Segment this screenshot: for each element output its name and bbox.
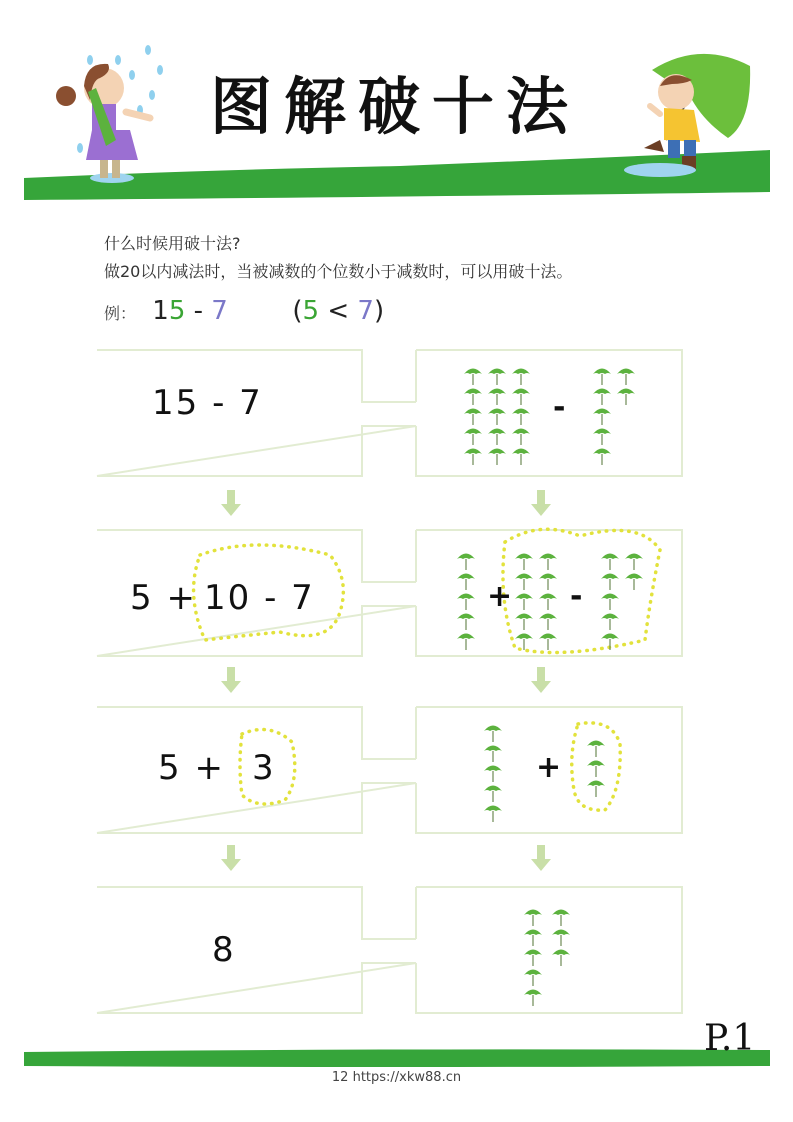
steps-frame	[0, 340, 793, 1040]
umbrella-icon	[512, 389, 530, 406]
compare-open: (	[292, 296, 303, 326]
umbrella-icon	[457, 554, 475, 571]
step3-part-a: 5 +	[158, 748, 225, 788]
umbrella-icon	[539, 634, 557, 651]
umbrella-icon	[593, 429, 611, 446]
intro-question: 什么时候用破十法?	[104, 234, 241, 253]
right-box-1	[416, 350, 682, 476]
umbrella-icon	[457, 634, 475, 651]
umbrella-icon	[484, 726, 502, 743]
step2-part-b: 10 - 7	[204, 578, 315, 618]
umbrella-icon	[593, 409, 611, 426]
intro-answer: 做20以内减法时，当被减数的个位数小于减数时，可以用破十法。	[104, 262, 573, 281]
down-arrow-icon	[221, 490, 241, 516]
compare-close: )	[373, 296, 385, 326]
umbrella-icon	[601, 594, 619, 611]
umbrella-icon	[464, 389, 482, 406]
step2-umbrella-op2: -	[570, 579, 583, 614]
umbrella-icon	[464, 369, 482, 386]
umbrella-icon	[488, 369, 506, 386]
compare-sign: <	[319, 296, 358, 326]
right-box-4	[416, 887, 682, 1013]
example-line	[104, 296, 384, 330]
umbrella-icon	[552, 910, 570, 927]
umbrella-icon	[552, 930, 570, 947]
umbrella-icon	[512, 449, 530, 466]
umbrella-icon	[457, 574, 475, 591]
down-arrow-icon	[531, 490, 551, 516]
umbrella-icon	[488, 429, 506, 446]
down-arrow-icon	[531, 667, 551, 693]
down-arrow-icon	[221, 845, 241, 871]
umbrella-icon	[552, 950, 570, 967]
umbrella-icon	[515, 594, 533, 611]
umbrella-icon	[512, 409, 530, 426]
umbrella-icon	[524, 910, 542, 927]
umbrella-icon	[488, 409, 506, 426]
umbrella-icon	[524, 990, 542, 1007]
umbrella-icon	[539, 594, 557, 611]
umbrella-icon	[617, 369, 635, 386]
footer-url: 12 https://xkw88.cn	[331, 1070, 462, 1085]
umbrella-icon	[484, 806, 502, 823]
down-arrow-icon	[531, 845, 551, 871]
example-ones: 5	[168, 296, 186, 326]
umbrella-icon	[539, 614, 557, 631]
umbrella-icon	[601, 554, 619, 571]
umbrella-icon	[464, 409, 482, 426]
umbrella-icon	[515, 614, 533, 631]
umbrella-icon	[601, 574, 619, 591]
umbrella-icon	[484, 746, 502, 763]
umbrella-icon	[587, 781, 605, 798]
umbrella-icon	[515, 554, 533, 571]
umbrella-icon	[484, 766, 502, 783]
umbrella-icon	[593, 369, 611, 386]
umbrella-icon	[488, 389, 506, 406]
umbrella-icon	[457, 594, 475, 611]
left-box-4	[97, 887, 416, 1013]
umbrella-icon	[593, 389, 611, 406]
compare-right: 7	[357, 296, 374, 326]
umbrella-icon	[512, 369, 530, 386]
umbrella-icon	[484, 786, 502, 803]
umbrella-icon	[625, 574, 643, 591]
girl-with-umbrella	[56, 64, 150, 183]
step1-equation: 15 - 7	[152, 383, 263, 423]
step4-result: 8	[212, 930, 236, 970]
example-label: 例：	[104, 304, 137, 323]
umbrella-icon	[515, 574, 533, 591]
umbrella-icon	[464, 429, 482, 446]
umbrella-icon	[625, 554, 643, 571]
umbrella-icon	[512, 429, 530, 446]
example-op: -	[185, 296, 212, 326]
umbrella-icon	[593, 449, 611, 466]
step3-part-b: 3	[252, 748, 276, 788]
example-subtrahend: 7	[211, 296, 228, 326]
compare-left: 5	[302, 296, 320, 326]
page-title: 图解破十法	[210, 70, 581, 143]
step1-umbrella-operator: -	[553, 390, 566, 425]
umbrella-icon	[524, 970, 542, 987]
umbrella-icon	[539, 554, 557, 571]
umbrella-icon	[587, 741, 605, 758]
step2-umbrella-op1: +	[487, 579, 513, 614]
example-tens: 1	[152, 296, 169, 326]
umbrella-icon	[539, 574, 557, 591]
step2-part-a: 5 +	[130, 578, 197, 618]
step3-umbrella-op1: +	[536, 750, 562, 785]
umbrella-icon	[524, 950, 542, 967]
header-banner	[0, 0, 793, 210]
umbrella-icon	[524, 930, 542, 947]
umbrella-icon	[464, 449, 482, 466]
umbrella-icon	[601, 614, 619, 631]
umbrella-icon	[617, 389, 635, 406]
umbrella-icon	[457, 614, 475, 631]
down-arrow-icon	[221, 667, 241, 693]
page-number: P.1	[704, 1018, 756, 1059]
umbrella-icon	[515, 634, 533, 651]
umbrella-icon	[587, 761, 605, 778]
umbrella-icon	[488, 449, 506, 466]
